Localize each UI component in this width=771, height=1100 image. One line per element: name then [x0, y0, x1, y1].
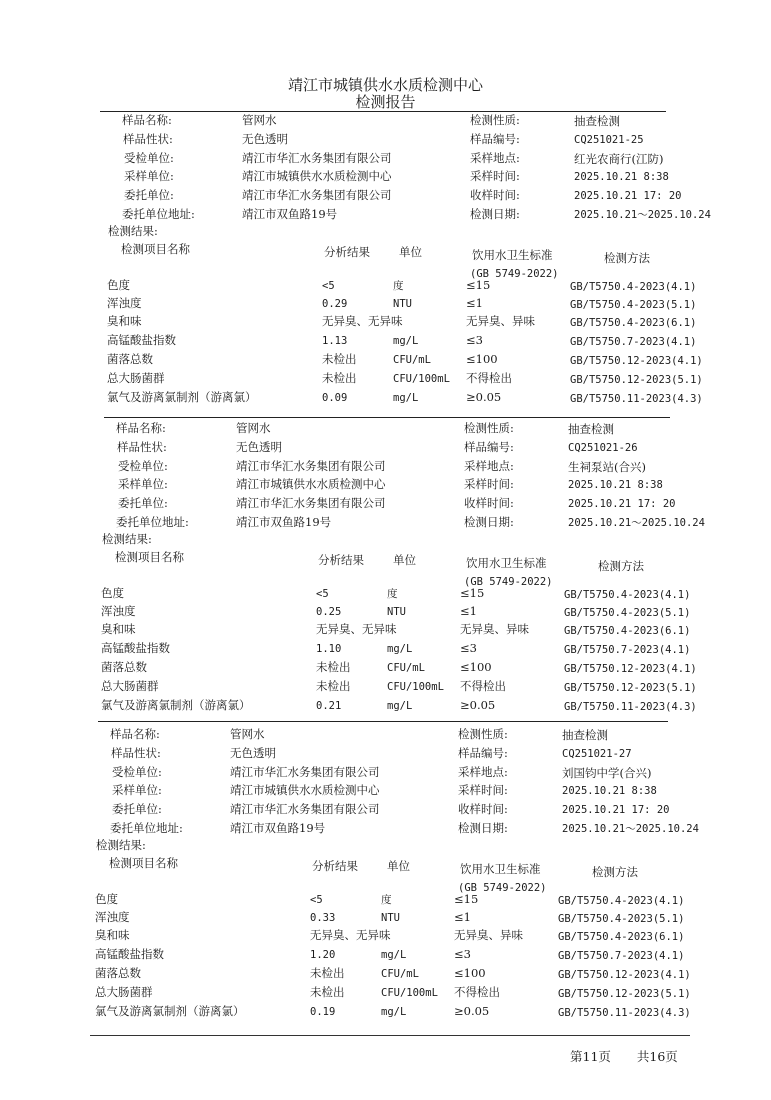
- col-item-header: 检测项目名称: [121, 242, 190, 256]
- value-sample-prop: 无色透明: [230, 746, 276, 760]
- value-inspection-nature: 抽查检测: [562, 728, 608, 742]
- label-sample-name: 样品名称:: [122, 113, 172, 127]
- test-standard: 无异臭、异味: [454, 928, 523, 942]
- test-item-name: 菌落总数: [107, 352, 153, 366]
- col-standard-header: 饮用水卫生标准: [460, 862, 541, 876]
- test-method: GB/T5750.7-2023(4.1): [570, 336, 697, 348]
- test-unit: CFU/100mL: [387, 681, 444, 693]
- label-receipt-time: 收样时间:: [458, 802, 508, 816]
- test-method: GB/T5750.12-2023(5.1): [564, 682, 697, 694]
- test-item-name: 菌落总数: [95, 966, 141, 980]
- col-item-header: 检测项目名称: [109, 856, 178, 870]
- test-result: <5: [310, 894, 323, 906]
- label-sample-prop: 样品性状:: [111, 746, 161, 760]
- value-test-date: 2025.10.21～2025.10.24: [568, 517, 705, 529]
- report-title: 检测报告: [355, 93, 416, 111]
- label-entrusting-addr: 委托单位地址:: [110, 821, 183, 835]
- test-item-name: 浑浊度: [107, 296, 142, 310]
- test-standard: 无异臭、异味: [460, 622, 529, 636]
- test-unit: CFU/100mL: [381, 987, 438, 999]
- test-unit: mg/L: [381, 949, 407, 961]
- test-method: GB/T5750.4-2023(5.1): [564, 607, 691, 619]
- label-test-date: 检测日期:: [470, 207, 520, 221]
- col-result-header: 分析结果: [312, 859, 358, 873]
- test-unit: CFU/mL: [393, 354, 431, 366]
- test-result: 0.19: [310, 1006, 336, 1018]
- value-sample-name: 管网水: [230, 727, 265, 741]
- value-inspected-unit: 靖江市华汇水务集团有限公司: [236, 459, 386, 473]
- test-result: 无异臭、无异味: [310, 928, 391, 942]
- sample-divider-rule: [98, 721, 668, 722]
- label-sampling-time: 采样时间:: [464, 477, 514, 491]
- test-result: 未检出: [322, 371, 357, 385]
- value-receipt-time: 2025.10.21 17: 20: [574, 190, 682, 202]
- label-sample-no: 样品编号:: [470, 132, 520, 146]
- test-unit: NTU: [387, 606, 406, 618]
- label-receipt-time: 收样时间:: [470, 188, 520, 202]
- label-sample-prop: 样品性状:: [117, 440, 167, 454]
- label-test-date: 检测日期:: [458, 821, 508, 835]
- label-sampling-time: 采样时间:: [470, 169, 520, 183]
- label-entrusting-unit: 委托单位:: [124, 188, 174, 202]
- test-unit: mg/L: [393, 335, 419, 347]
- results-label: 检测结果:: [96, 838, 146, 852]
- test-unit: CFU/100mL: [393, 373, 450, 385]
- test-item-name: 氯气及游离氯制剂（游离氯）: [107, 390, 257, 404]
- value-inspection-nature: 抽查检测: [574, 114, 620, 128]
- label-inspected-unit: 受检单位:: [118, 459, 168, 473]
- label-receipt-time: 收样时间:: [464, 496, 514, 510]
- test-unit: CFU/mL: [381, 968, 419, 980]
- label-inspected-unit: 受检单位:: [124, 151, 174, 165]
- label-sample-prop: 样品性状:: [123, 132, 173, 146]
- test-item-name: 氯气及游离氯制剂（游离氯）: [101, 698, 251, 712]
- test-method: GB/T5750.11-2023(4.3): [558, 1007, 691, 1019]
- test-unit: 度: [393, 280, 404, 292]
- label-sample-no: 样品编号:: [458, 746, 508, 760]
- results-label: 检测结果:: [102, 532, 152, 546]
- col-unit-header: 单位: [387, 859, 410, 873]
- value-sampling-site: 生祠泵站(合兴): [568, 460, 646, 474]
- label-entrusting-addr: 委托单位地址:: [116, 515, 189, 529]
- test-standard: 不得检出: [454, 985, 500, 999]
- col-method-header: 检测方法: [598, 559, 644, 573]
- value-sampling-site: 刘国钧中学(合兴): [562, 766, 652, 780]
- value-sample-prop: 无色透明: [236, 440, 282, 454]
- col-unit-header: 单位: [399, 245, 422, 259]
- col-result-header: 分析结果: [324, 245, 370, 259]
- test-method: GB/T5750.7-2023(4.1): [564, 644, 691, 656]
- page-footer: [570, 1047, 678, 1065]
- value-receipt-time: 2025.10.21 17: 20: [562, 804, 670, 816]
- value-sample-no: CQ251021-26: [568, 442, 638, 454]
- test-item-name: 高锰酸盐指数: [107, 333, 176, 347]
- col-method-header: 检测方法: [592, 865, 638, 879]
- test-standard: ≤15: [454, 892, 479, 906]
- sample-divider-rule: [104, 417, 670, 418]
- col-standard-header: 饮用水卫生标准: [466, 556, 547, 570]
- test-result: 1.10: [316, 643, 342, 655]
- test-unit: CFU/mL: [387, 662, 425, 674]
- test-standard: ≤1: [460, 604, 477, 618]
- test-result: 0.25: [316, 606, 342, 618]
- test-unit: 度: [381, 894, 392, 906]
- test-result: 未检出: [310, 985, 345, 999]
- test-standard: 无异臭、异味: [466, 314, 535, 328]
- label-test-date: 检测日期:: [464, 515, 514, 529]
- col-item-header: 检测项目名称: [115, 550, 184, 564]
- value-receipt-time: 2025.10.21 17: 20: [568, 498, 676, 510]
- test-method: GB/T5750.12-2023(5.1): [570, 374, 703, 386]
- label-inspection-nature: 检测性质:: [470, 113, 520, 127]
- value-entrusting-addr: 靖江市双鱼路19号: [242, 207, 338, 221]
- test-standard: ≥0.05: [466, 390, 502, 404]
- test-standard: ≤100: [454, 966, 486, 980]
- value-sampling-unit: 靖江市城镇供水水质检测中心: [242, 169, 392, 183]
- test-unit: NTU: [393, 298, 412, 310]
- label-sampling-site: 采样地点:: [458, 765, 508, 779]
- test-result: 无异臭、无异味: [316, 622, 397, 636]
- test-standard: ≤15: [466, 278, 491, 292]
- value-sampling-time: 2025.10.21 8:38: [568, 479, 663, 491]
- test-method: GB/T5750.4-2023(4.1): [558, 895, 685, 907]
- value-sampling-unit: 靖江市城镇供水水质检测中心: [236, 477, 386, 491]
- test-method: GB/T5750.4-2023(5.1): [558, 913, 685, 925]
- label-entrusting-unit: 委托单位:: [118, 496, 168, 510]
- test-item-name: 臭和味: [107, 314, 142, 328]
- header-rule: [100, 111, 666, 112]
- value-sampling-unit: 靖江市城镇供水水质检测中心: [230, 783, 380, 797]
- test-standard: ≤100: [460, 660, 492, 674]
- test-item-name: 总大肠菌群: [107, 371, 165, 385]
- col-unit-header: 单位: [393, 553, 416, 567]
- col-standard-header: 饮用水卫生标准: [472, 248, 553, 262]
- value-sampling-site: 红光农商行(江防): [574, 152, 664, 166]
- value-sample-name: 管网水: [242, 113, 277, 127]
- value-inspected-unit: 靖江市华汇水务集团有限公司: [230, 765, 380, 779]
- label-sampling-unit: 采样单位:: [124, 169, 174, 183]
- value-sample-name: 管网水: [236, 421, 271, 435]
- test-result: <5: [316, 588, 329, 600]
- test-item-name: 高锰酸盐指数: [95, 947, 164, 961]
- value-inspected-unit: 靖江市华汇水务集团有限公司: [242, 151, 392, 165]
- test-method: GB/T5750.4-2023(5.1): [570, 299, 697, 311]
- label-sampling-time: 采样时间:: [458, 783, 508, 797]
- test-standard: ≥0.05: [460, 698, 496, 712]
- value-sampling-time: 2025.10.21 8:38: [562, 785, 657, 797]
- page-number: 第11页: [570, 1049, 611, 1064]
- col-method-header: 检测方法: [604, 251, 650, 265]
- label-sample-name: 样品名称:: [116, 421, 166, 435]
- test-item-name: 色度: [95, 892, 118, 906]
- test-standard: ≤1: [454, 910, 471, 924]
- test-result: 未检出: [316, 679, 351, 693]
- value-inspection-nature: 抽查检测: [568, 422, 614, 436]
- label-inspection-nature: 检测性质:: [464, 421, 514, 435]
- label-entrusting-addr: 委托单位地址:: [122, 207, 195, 221]
- results-label: 检测结果:: [108, 224, 158, 238]
- test-item-name: 高锰酸盐指数: [101, 641, 170, 655]
- test-unit: mg/L: [393, 392, 419, 404]
- test-item-name: 色度: [107, 278, 130, 292]
- value-sample-no: CQ251021-27: [562, 748, 632, 760]
- test-standard: ≤3: [460, 641, 477, 655]
- value-test-date: 2025.10.21～2025.10.24: [574, 209, 711, 221]
- test-result: <5: [322, 280, 335, 292]
- label-sampling-site: 采样地点:: [464, 459, 514, 473]
- test-item-name: 氯气及游离氯制剂（游离氯）: [95, 1004, 245, 1018]
- test-result: 无异臭、无异味: [322, 314, 403, 328]
- test-method: GB/T5750.4-2023(6.1): [570, 317, 697, 329]
- test-standard: 不得检出: [466, 371, 512, 385]
- label-sampling-unit: 采样单位:: [112, 783, 162, 797]
- test-unit: mg/L: [381, 1006, 407, 1018]
- test-result: 0.33: [310, 912, 336, 924]
- test-method: GB/T5750.12-2023(5.1): [558, 988, 691, 1000]
- page-total: 共16页: [636, 1049, 678, 1064]
- label-sampling-unit: 采样单位:: [118, 477, 168, 491]
- test-method: GB/T5750.11-2023(4.3): [570, 393, 703, 405]
- value-sampling-time: 2025.10.21 8:38: [574, 171, 669, 183]
- value-sample-no: CQ251021-25: [574, 134, 644, 146]
- col-result-header: 分析结果: [318, 553, 364, 567]
- test-standard: 不得检出: [460, 679, 506, 693]
- test-result: 0.09: [322, 392, 348, 404]
- test-standard: ≤3: [466, 333, 483, 347]
- test-method: GB/T5750.12-2023(4.1): [564, 663, 697, 675]
- col-standard-subheader: (GB 5749-2022): [458, 882, 547, 894]
- value-test-date: 2025.10.21～2025.10.24: [562, 823, 699, 835]
- test-standard: ≤15: [460, 586, 485, 600]
- test-method: GB/T5750.11-2023(4.3): [564, 701, 697, 713]
- test-item-name: 浑浊度: [101, 604, 136, 618]
- test-standard: ≥0.05: [454, 1004, 490, 1018]
- test-result: 1.20: [310, 949, 336, 961]
- col-standard-subheader: (GB 5749-2022): [470, 268, 559, 280]
- test-result: 0.21: [316, 700, 342, 712]
- label-sampling-site: 采样地点:: [470, 151, 520, 165]
- test-unit: mg/L: [387, 700, 413, 712]
- value-entrusting-addr: 靖江市双鱼路19号: [230, 821, 326, 835]
- test-method: GB/T5750.7-2023(4.1): [558, 950, 685, 962]
- footer-rule: [90, 1035, 690, 1036]
- test-item-name: 色度: [101, 586, 124, 600]
- test-result: 未检出: [316, 660, 351, 674]
- test-item-name: 臭和味: [101, 622, 136, 636]
- col-standard-subheader: (GB 5749-2022): [464, 576, 553, 588]
- test-method: GB/T5750.4-2023(6.1): [564, 625, 691, 637]
- test-method: GB/T5750.4-2023(4.1): [570, 281, 697, 293]
- test-item-name: 总大肠菌群: [101, 679, 159, 693]
- test-method: GB/T5750.12-2023(4.1): [570, 355, 703, 367]
- test-result: 0.29: [322, 298, 348, 310]
- label-sample-no: 样品编号:: [464, 440, 514, 454]
- test-result: 1.13: [322, 335, 348, 347]
- label-sample-name: 样品名称:: [110, 727, 160, 741]
- test-item-name: 总大肠菌群: [95, 985, 153, 999]
- value-entrusting-unit: 靖江市华汇水务集团有限公司: [230, 802, 380, 816]
- test-item-name: 臭和味: [95, 928, 130, 942]
- test-item-name: 菌落总数: [101, 660, 147, 674]
- test-result: 未检出: [310, 966, 345, 980]
- test-result: 未检出: [322, 352, 357, 366]
- test-unit: 度: [387, 588, 398, 600]
- test-method: GB/T5750.12-2023(4.1): [558, 969, 691, 981]
- value-entrusting-unit: 靖江市华汇水务集团有限公司: [236, 496, 386, 510]
- value-entrusting-addr: 靖江市双鱼路19号: [236, 515, 332, 529]
- label-inspected-unit: 受检单位:: [112, 765, 162, 779]
- test-standard: ≤100: [466, 352, 498, 366]
- test-standard: ≤3: [454, 947, 471, 961]
- value-sample-prop: 无色透明: [242, 132, 288, 146]
- org-title: 靖江市城镇供水水质检测中心: [287, 76, 483, 94]
- test-method: GB/T5750.4-2023(6.1): [558, 931, 685, 943]
- label-entrusting-unit: 委托单位:: [112, 802, 162, 816]
- value-entrusting-unit: 靖江市华汇水务集团有限公司: [242, 188, 392, 202]
- test-unit: mg/L: [387, 643, 413, 655]
- test-item-name: 浑浊度: [95, 910, 130, 924]
- label-inspection-nature: 检测性质:: [458, 727, 508, 741]
- test-standard: ≤1: [466, 296, 483, 310]
- test-method: GB/T5750.4-2023(4.1): [564, 589, 691, 601]
- test-unit: NTU: [381, 912, 400, 924]
